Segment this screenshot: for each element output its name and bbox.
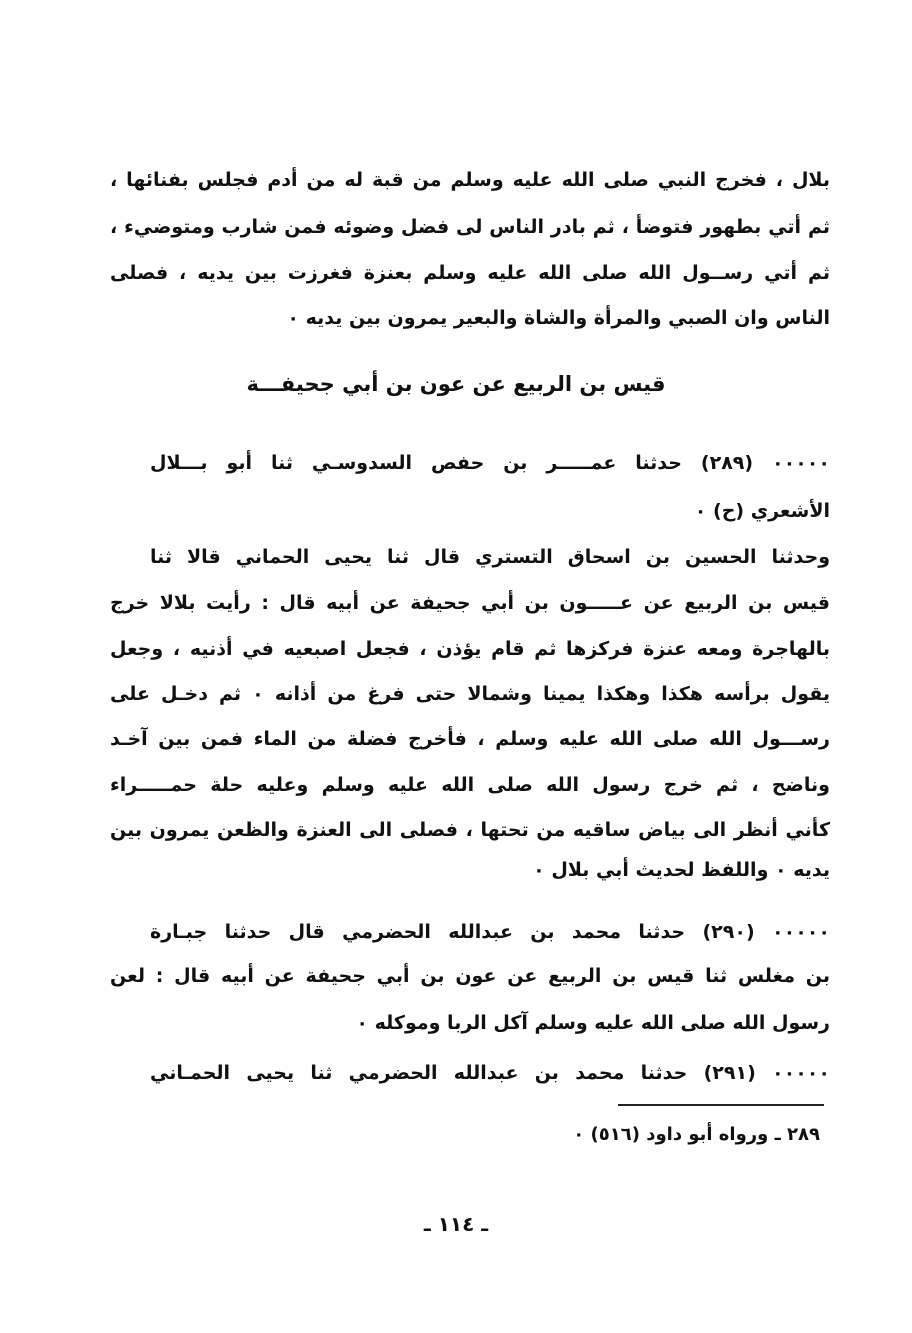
hadith-289-line: رســـول الله صلى الله عليه وسلم ، فأخرج فضلة من الماء فمن بين آخـد xyxy=(110,728,830,750)
hadith-291-line: ٠٠٠٠٠ (٢٩١) حدثنا محمد بن عبدالله الحضرمي ثنا يحيى الحمـاني xyxy=(150,1062,830,1084)
footnote: ٢٨٩ ـ ورواه أبو داود (٥١٦) ٠ xyxy=(573,1124,820,1145)
text-line: بلال ، فخرج النبي صلى الله عليه وسلم من قبة له من أدم فجلس بفنائها ، xyxy=(110,169,830,191)
footnote-rule xyxy=(618,1104,824,1106)
text-line: ثم أتي بطهور فتوضأ ، ثم بادر الناس لى فضل وضوئه فمن شارب ومتوضيء ، xyxy=(110,216,830,238)
hadith-289-line: ٠٠٠٠٠ (٢٨٩) حدثنا عمـــــر بن حفص السدوسـي ثنا أبو بـــلال xyxy=(150,452,830,474)
hadith-289-line: وحدثنا الحسين بن اسحاق التستري قال ثنا يحيى الحماني قالا ثنا xyxy=(150,546,830,568)
hadith-289-line: قيس بن الربيع عن عـــــون بن أبي جحيفة عن أبيه قال : رأيت بلالا خرج xyxy=(110,592,830,614)
hadith-289-line: يقول برأسه هكذا وهكذا يمينا وشمالا حتى فرغ من أذانه ٠ ثم دخـل على xyxy=(110,683,830,705)
text-line: ثم أتي رســول الله صلى الله عليه وسلم بعنزة فغرزت بين يديه ، فصلى xyxy=(110,262,830,284)
hadith-289-line: وناضح ، ثم خرج رسول الله صلى الله عليه وسلم وعليه حلة حمـــــراء xyxy=(110,774,830,796)
hadith-290-line: ٠٠٠٠٠ (٢٩٠) حدثنا محمد بن عبدالله الحضرمي قال حدثنا جبـارة xyxy=(150,921,830,943)
hadith-289-line: كأني أنظر الى بياض ساقيه من تحتها ، فصلى الى العنزة والظعن يمرون بين xyxy=(110,819,830,841)
text-line: الناس وان الصبي والمرأة والشاة والبعير يمرون بين يديه ٠ xyxy=(287,307,830,329)
hadith-289-line: الأشعري (ح) ٠ xyxy=(694,500,830,522)
page-number: ـ ١١٤ ـ xyxy=(423,1212,489,1236)
hadith-290-line: بن مغلس ثنا قيس بن الربيع عن عون بن أبي جحيفة عن أبيه قال : لعن xyxy=(110,965,830,987)
hadith-290-line: رسول الله صلى الله عليه وسلم آكل الربا وموكله ٠ xyxy=(356,1012,830,1034)
hadith-289-line: يديه ٠ واللفظ لحديث أبي بلال ٠ xyxy=(533,859,830,881)
hadith-289-line: بالهاجرة ومعه عنزة فركزها ثم قام يؤذن ، فجعل اصبعيه في أذنيه ، وجعل xyxy=(110,638,830,660)
section-heading: قيس بن الربيع عن عون بن أبي جحيفـــة xyxy=(246,372,666,396)
